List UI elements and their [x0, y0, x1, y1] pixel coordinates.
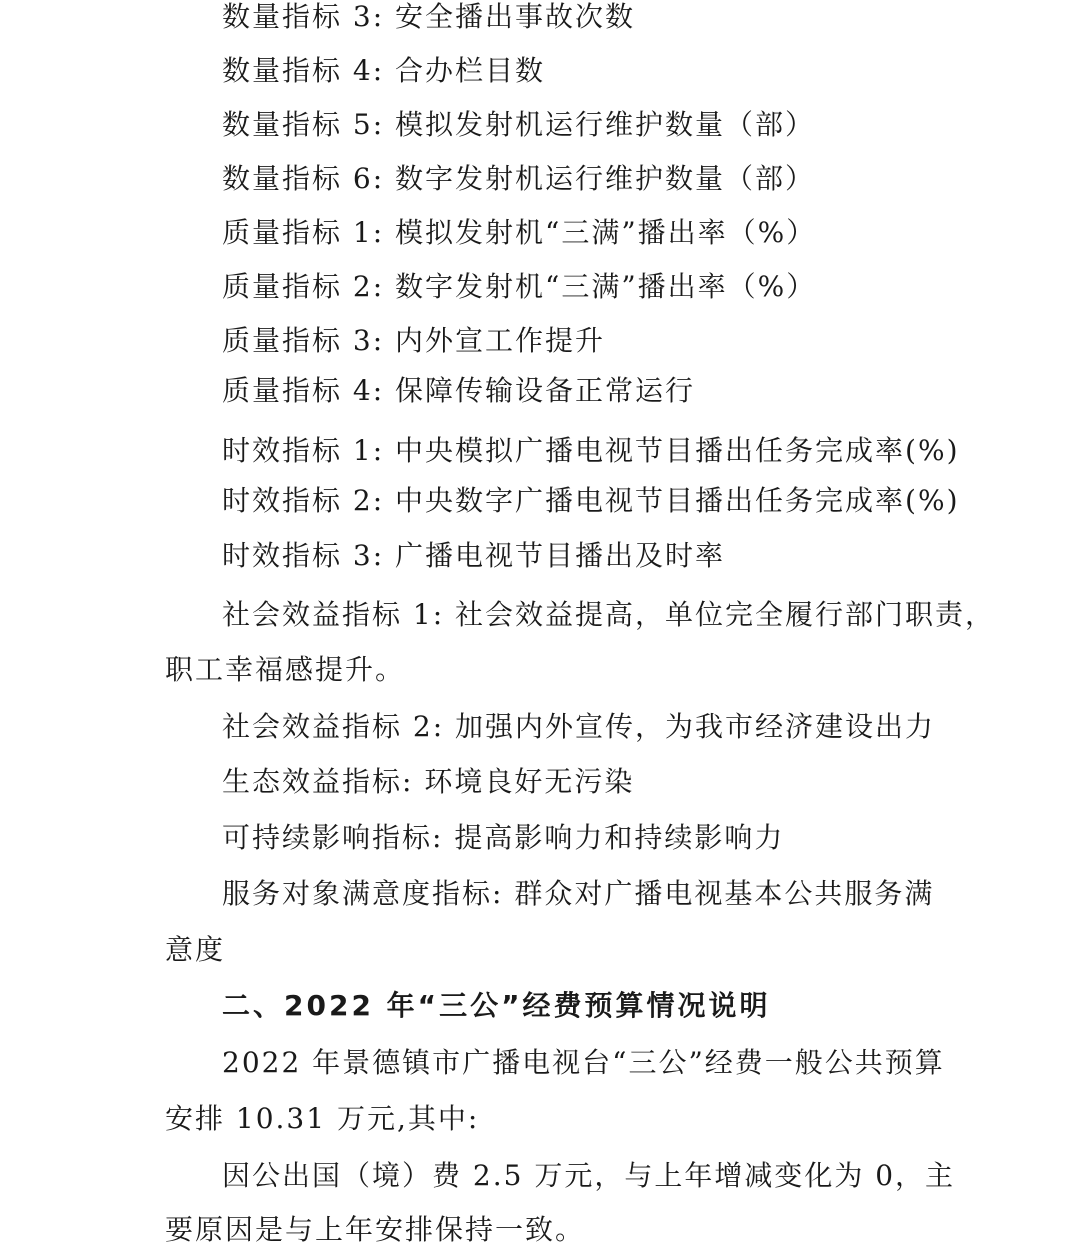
quality-indicator-2: 质量指标 2: 数字发射机“三满”播出率（%） — [222, 270, 817, 303]
quantity-indicator-4: 数量指标 4: 合办栏目数 — [222, 54, 546, 87]
timeliness-indicator-1: 时效指标 1: 中央模拟广播电视节目播出任务完成率(%) — [222, 434, 960, 467]
social-benefit-indicator-1: 社会效益指标 1: 社会效益提高，单位完全履行部门职责， — [222, 598, 996, 631]
budget-paragraph-line-2: 安排 10.31 万元,其中: — [165, 1102, 480, 1135]
satisfaction-indicator-cont: 意度 — [165, 933, 226, 966]
social-benefit-indicator-1-cont: 职工幸福感提升。 — [165, 653, 406, 686]
travel-paragraph-line-1: 因公出国（境）费 2.5 万元，与上年增减变化为 0，主 — [222, 1159, 956, 1192]
section-heading: 二、2022 年“三公”经费预算情况说明 — [222, 989, 771, 1022]
sustainability-indicator: 可持续影响指标: 提高影响力和持续影响力 — [222, 821, 785, 854]
quality-indicator-3: 质量指标 3: 内外宣工作提升 — [222, 324, 606, 357]
travel-paragraph-line-2: 要原因是与上年安排保持一致。 — [165, 1213, 586, 1246]
timeliness-indicator-3: 时效指标 3: 广播电视节目播出及时率 — [222, 539, 726, 572]
quantity-indicator-3: 数量指标 3: 安全播出事故次数 — [222, 0, 636, 33]
quality-indicator-4: 质量指标 4: 保障传输设备正常运行 — [222, 374, 696, 407]
quantity-indicator-6: 数量指标 6: 数字发射机运行维护数量（部） — [222, 162, 816, 195]
eco-benefit-indicator: 生态效益指标: 环境良好无污染 — [222, 765, 635, 798]
budget-paragraph-line-1: 2022 年景德镇市广播电视台“三公”经费一般公共预算 — [222, 1046, 945, 1079]
timeliness-indicator-2: 时效指标 2: 中央数字广播电视节目播出任务完成率(%) — [222, 484, 960, 517]
satisfaction-indicator: 服务对象满意度指标: 群众对广播电视基本公共服务满 — [222, 877, 935, 910]
social-benefit-indicator-2: 社会效益指标 2: 加强内外宣传，为我市经济建设出力 — [222, 710, 936, 743]
quality-indicator-1: 质量指标 1: 模拟发射机“三满”播出率（%） — [222, 216, 817, 249]
quantity-indicator-5: 数量指标 5: 模拟发射机运行维护数量（部） — [222, 108, 816, 141]
